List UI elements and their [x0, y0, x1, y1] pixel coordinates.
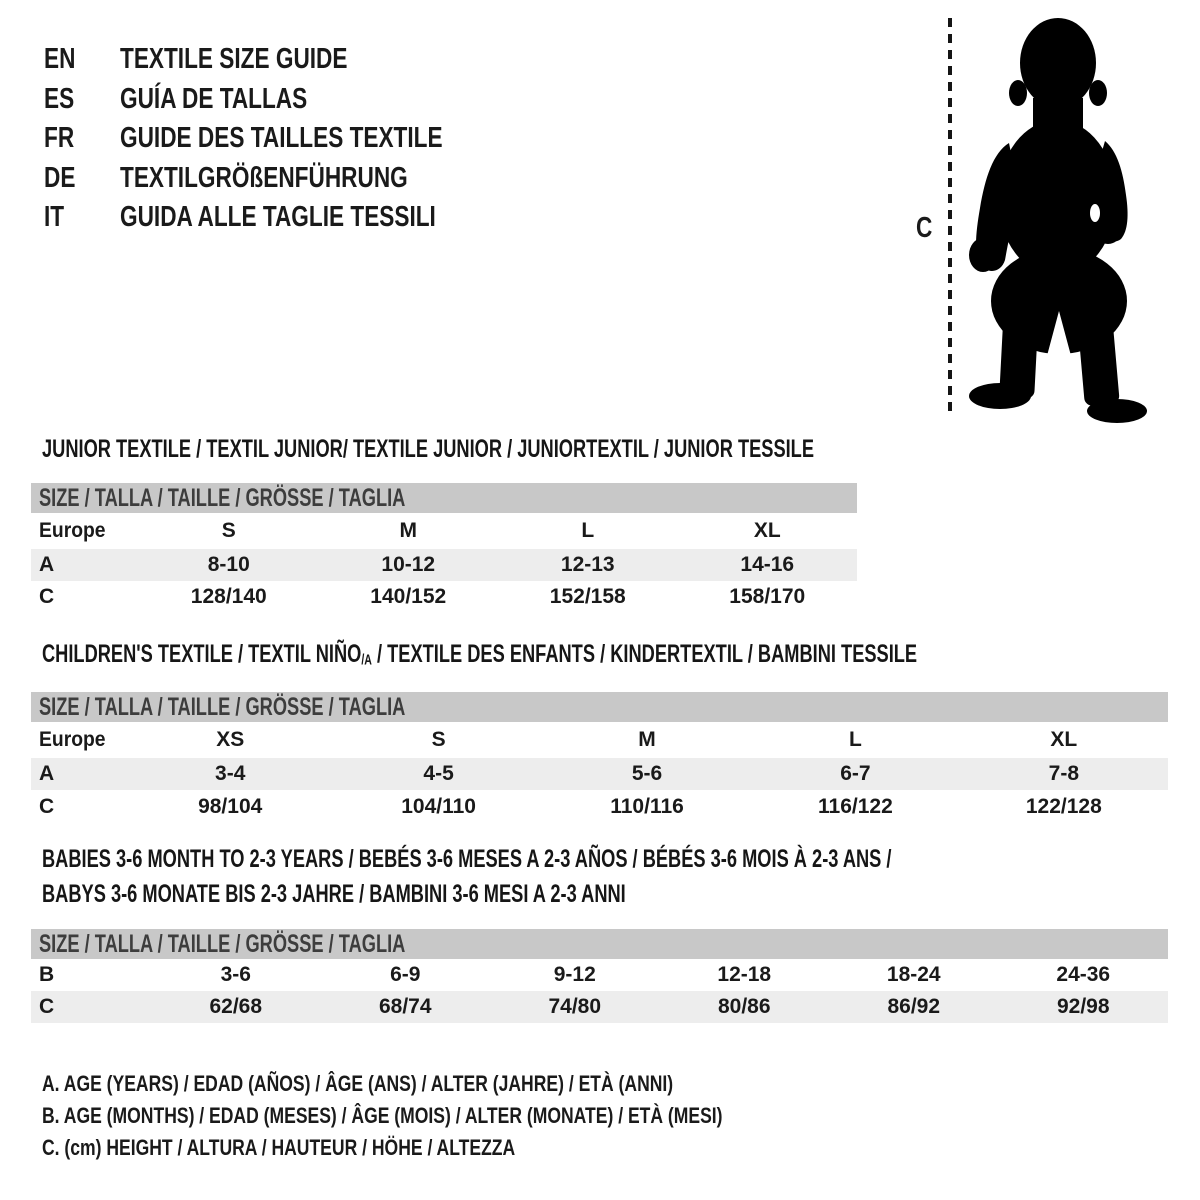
value-cell: 80/86 [717, 995, 771, 1018]
value-cell: 86/92 [887, 995, 941, 1018]
value-cell: 4-5 [423, 762, 454, 785]
language-title-list [44, 40, 534, 238]
age-months-row [31, 959, 1168, 991]
size-header-label: SIZE / TALLA / TAILLE / GRÖSSE / TAGLIA [39, 929, 406, 958]
value-cell: 6-7 [840, 762, 871, 785]
size-region-row [31, 722, 1168, 758]
row-label-cell: B [39, 963, 55, 986]
babies-section-title-line1: BABIES 3-6 MONTH TO 2-3 YEARS / BEBÉS 3-6 MESES A 2-3 AÑOS / BÉBÉS 3-6 MOIS À 2-3 ANS / [42, 845, 892, 873]
value-cell: 12-18 [717, 963, 772, 986]
value-cell: 74/80 [548, 995, 602, 1018]
language-row [44, 40, 534, 80]
height-row [31, 991, 1168, 1023]
title-subscript: /A [361, 652, 372, 669]
column-header-cell: L [849, 728, 862, 751]
junior-section-title: JUNIOR TEXTILE / TEXTIL JUNIOR/ TEXTILE JUNIOR / JUNIORTEXTIL / JUNIOR TESSILE [42, 435, 815, 463]
value-cell: 18-24 [886, 963, 941, 986]
language-label: TEXTILE SIZE GUIDE [120, 43, 348, 76]
column-header-cell: S [221, 519, 236, 542]
language-label: GUÍA DE TALLAS [120, 82, 308, 115]
row-label-cell: A [39, 553, 55, 576]
legend-line-c: C. (cm) HEIGHT / ALTURA / HAUTEUR / HÖHE / ALTEZZA [42, 1135, 516, 1160]
toddler-silhouette [945, 13, 1150, 428]
junior-size-table [31, 483, 857, 613]
region-label: Europe [39, 728, 106, 751]
column-header-cell: XL [753, 519, 781, 542]
column-header-cell: M [638, 728, 656, 751]
babies-section-title-line2: BABYS 3-6 MONATE BIS 2-3 JAHRE / BAMBINI 3-6 MESI A 2-3 ANNI [42, 880, 626, 908]
table-header-row [31, 483, 857, 513]
value-cell: 110/116 [610, 794, 684, 818]
language-code: FR [44, 122, 75, 155]
value-cell: 8-10 [207, 553, 250, 576]
value-cell: 3-6 [220, 963, 251, 986]
language-row [44, 80, 534, 120]
size-region-row [31, 513, 857, 549]
age-row [31, 549, 857, 581]
height-row [31, 790, 1168, 823]
children-section-title: CHILDREN'S TEXTILE / TEXTIL NIÑO/A / TEXTILE DES ENFANTS / KINDERTEXTIL / BAMBINI TESSILE [42, 640, 918, 669]
language-row [44, 119, 534, 159]
row-label-cell: C [39, 794, 55, 818]
column-header-cell: XL [1050, 728, 1078, 751]
legend [42, 1068, 914, 1164]
value-cell: 3-4 [215, 762, 246, 785]
column-header-cell: L [581, 519, 595, 542]
value-cell: 10-12 [381, 553, 436, 576]
language-row [44, 159, 534, 199]
language-code: ES [44, 82, 75, 115]
value-cell: 158/170 [729, 585, 806, 608]
size-header-label: SIZE / TALLA / TAILLE / GRÖSSE / TAGLIA [39, 692, 406, 721]
value-cell: 116/122 [818, 794, 893, 818]
value-cell: 128/140 [190, 585, 267, 608]
figure-measure-label: C [916, 212, 933, 244]
value-cell: 12-13 [560, 553, 615, 576]
legend-line-b: B. AGE (MONTHS) / EDAD (MESES) / ÂGE (MOIS) / ALTER (MONATE) / ETÀ (MESI) [42, 1103, 723, 1128]
size-header-label: SIZE / TALLA / TAILLE / GRÖSSE / TAGLIA [39, 483, 406, 512]
row-label-cell: A [39, 762, 55, 785]
value-cell: 62/68 [209, 995, 263, 1018]
row-label-cell: C [39, 995, 55, 1018]
value-cell: 9-12 [553, 963, 596, 986]
region-label: Europe [39, 519, 106, 542]
value-cell: 14-16 [740, 553, 795, 576]
language-label: TEXTILGRÖßENFÜHRUNG [120, 161, 408, 194]
language-label: GUIDE DES TAILLES TEXTILE [120, 122, 443, 155]
value-cell: 5-6 [631, 762, 663, 785]
column-header-cell: XS [216, 728, 245, 751]
value-cell: 140/152 [370, 585, 447, 608]
column-header-cell: M [399, 519, 417, 542]
column-header-cell: S [431, 728, 446, 751]
language-code: EN [44, 43, 76, 76]
children-size-table [31, 692, 1168, 823]
value-cell: 92/98 [1056, 995, 1110, 1018]
height-row [31, 581, 857, 613]
table-header-row [31, 929, 1168, 959]
value-cell: 122/128 [1025, 794, 1102, 818]
language-label: GUIDA ALLE TAGLIE TESSILI [120, 201, 436, 234]
table-header-row [31, 692, 1168, 722]
row-label-cell: C [39, 585, 55, 608]
value-cell: 24-36 [1056, 963, 1111, 986]
legend-line-a: A. AGE (YEARS) / EDAD (AÑOS) / ÂGE (ANS) / ALTER (JAHRE) / ETÀ (ANNI) [42, 1071, 674, 1096]
language-row [44, 198, 534, 238]
value-cell: 68/74 [378, 995, 432, 1018]
value-cell: 7-8 [1048, 762, 1079, 785]
value-cell: 104/110 [401, 794, 476, 818]
value-cell: 98/104 [198, 794, 263, 818]
language-code: IT [44, 201, 65, 234]
value-cell: 152/158 [549, 585, 626, 608]
language-code: DE [44, 161, 76, 194]
value-cell: 6-9 [390, 963, 421, 986]
age-row [31, 758, 1168, 790]
babies-size-table [31, 929, 1168, 1023]
